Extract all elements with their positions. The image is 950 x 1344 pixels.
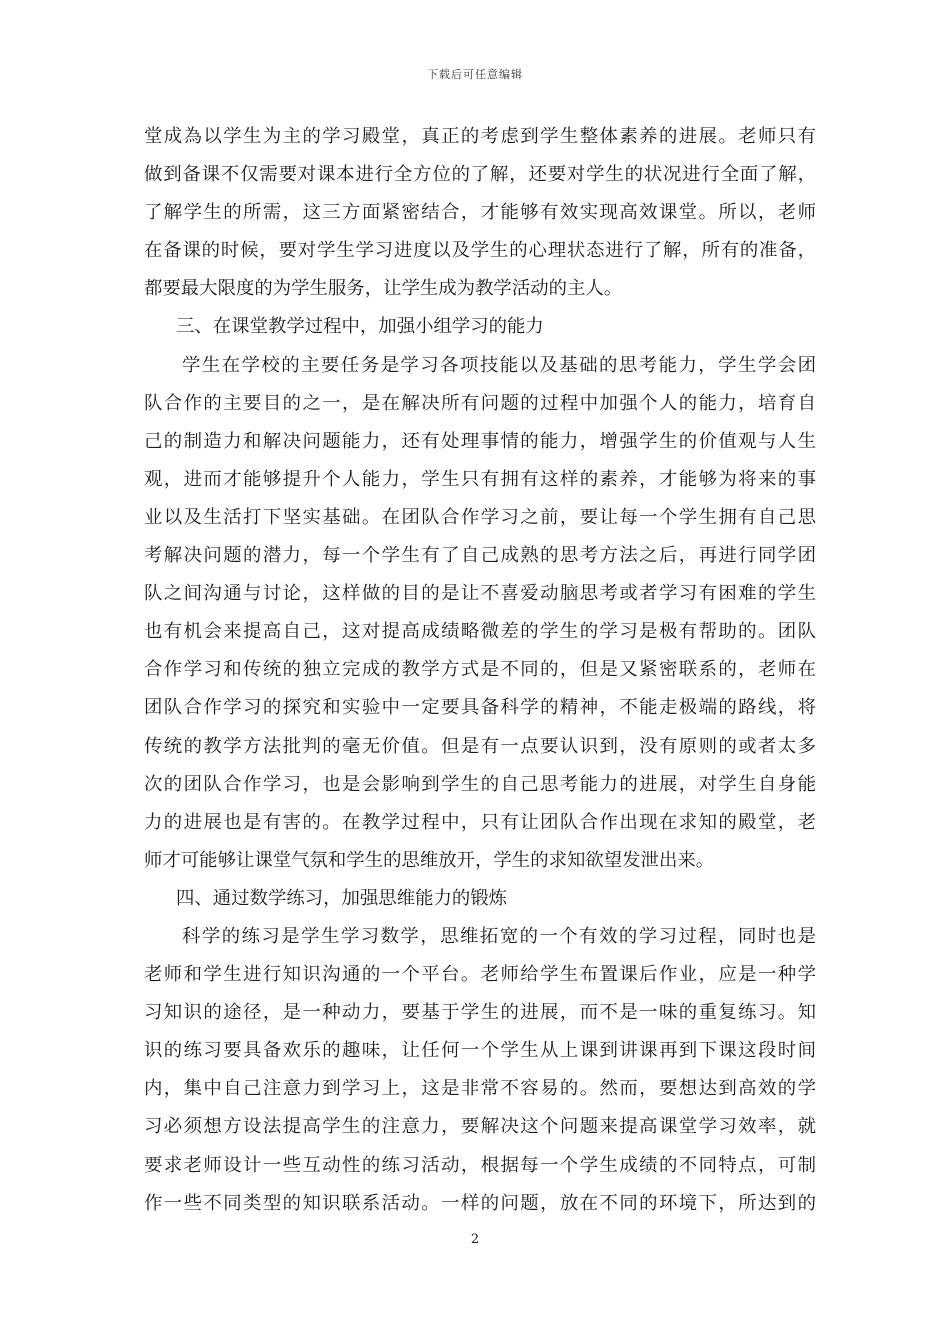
section-heading: 三、在课堂教学过程中，加强小组学习的能力 — [176, 316, 544, 338]
text-line: 习必须想方设法提高学生的注意力，要解决这个问题来提高课堂学习效率，就 — [144, 1116, 816, 1138]
text-line: 识的练习要具备欢乐的趣味，让任何一个学生从上课到讲课再到下课这段时间 — [144, 1040, 816, 1062]
text-line: 合作学习和传统的独立完成的教学方式是不同的，但是又紧密联系的，老师在 — [144, 659, 816, 681]
text-line: 业以及生活打下坚实基础。在团队合作学习之前，要让每一个学生拥有自己思 — [144, 506, 816, 528]
text-line: 传统的教学方法批判的毫无价值。但是有一点要认识到，没有原则的或者太多 — [144, 735, 816, 757]
page-number: 2 — [470, 1232, 480, 1247]
text-line: 次的团队合作学习，也是会影响到学生的自己思考能力的进展，对学生自身能 — [144, 773, 816, 795]
text-line: 习知识的途径，是一种动力，要基于学生的进展，而不是一味的重复练习。知 — [144, 1002, 816, 1024]
text-line: 做到备课不仅需要对课本进行全方位的了解，还要对学生的状况进行全面了解， — [144, 164, 816, 186]
text-line: 堂成為以学生为主的学习殿堂，真正的考虑到学生整体素养的进展。老师只有 — [144, 126, 816, 147]
text-line: 学生在学校的主要任务是学习各项技能以及基础的思考能力，学生学会团 — [182, 354, 816, 376]
text-line: 己的制造力和解决问题能力，还有处理事情的能力，增强学生的价值观与人生 — [144, 430, 816, 452]
text-line: 都要最大限度的为学生服务，让学生成为教学活动的主人。 — [144, 278, 623, 300]
text-line: 力的进展也是有害的。在教学过程中，只有让团队合作出现在求知的殿堂，老 — [144, 811, 816, 833]
text-line: 观，进而才能够提升个人能力，学生只有拥有这样的素养，才能够为将来的事 — [144, 468, 816, 490]
section-heading: 四、通过数学练习，加强思维能力的锻炼 — [176, 887, 508, 909]
text-line: 了解学生的所需，这三方面紧密结合，才能够有效实现高效课堂。所以，老师 — [144, 202, 816, 224]
text-line: 内，集中自己注意力到学习上，这是非常不容易的。然而，要想达到高效的学 — [144, 1078, 816, 1100]
text-line: 老师和学生进行知识沟通的一个平台。老师给学生布置课后作业，应是一种学 — [144, 964, 816, 986]
text-line: 团队合作学习的探究和实验中一定要具备科学的精神，不能走极端的路线，将 — [144, 697, 816, 719]
text-line: 在备课的时候，要对学生学习进度以及学生的心理状态进行了解，所有的准备， — [144, 240, 816, 262]
text-line: 作一些不同类型的知识联系活动。一样的问题，放在不同的环境下，所达到的 — [144, 1192, 816, 1214]
document-body — [144, 118, 816, 1223]
text-line: 也有机会来提高自己，这对提高成绩略微差的学生的学习是极有帮助的。团队 — [144, 621, 816, 643]
text-line: 考解决问题的潜力，每一个学生有了自己成熟的思考方法之后，再进行同学团 — [144, 545, 816, 567]
text-line: 科学的练习是学生学习数学，思维拓宽的一个有效的学习过程，同时也是 — [182, 925, 816, 947]
text-line: 队之间沟通与讨论，这样做的目的是让不喜爱动脑思考或者学习有困难的学生 — [144, 583, 816, 605]
text-line: 要求老师设计一些互动性的练习活动，根据每一个学生成绩的不同特点，可制 — [144, 1154, 816, 1176]
text-line: 师才可能够让课堂气氛和学生的思维放开，学生的求知欲望发泄出来。 — [144, 849, 715, 871]
page-header: 下载后可任意编辑 — [427, 68, 523, 81]
text-line: 队合作的主要目的之一，是在解决所有问题的过程中加强个人的能力，培育自 — [144, 392, 816, 414]
